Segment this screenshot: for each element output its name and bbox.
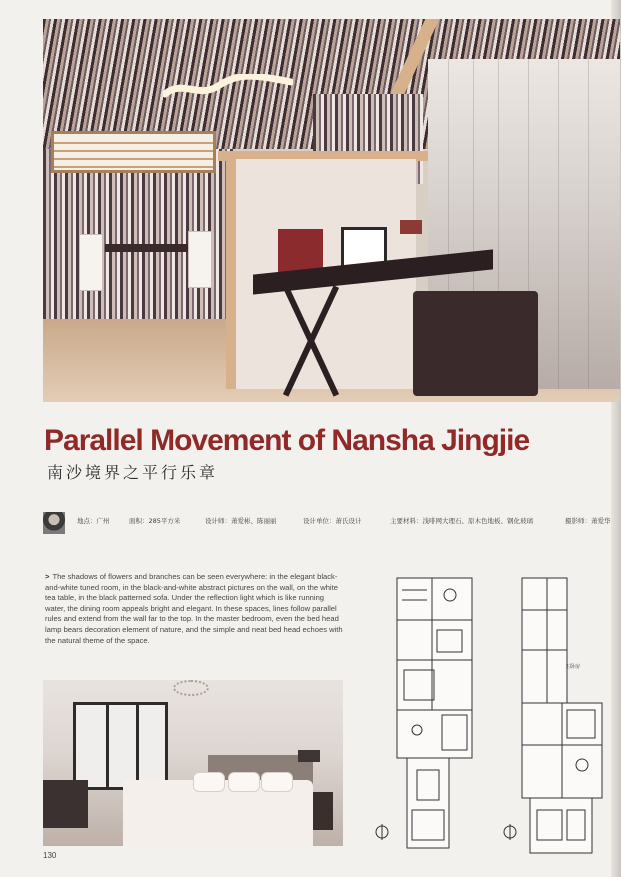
article-body [45,572,345,646]
clerestory-window [51,131,216,173]
bedside-lamp [298,750,320,762]
article-title-chinese: 南沙境界之平行乐章 [47,463,219,482]
project-credits [77,516,617,530]
bedroom-armchair [43,780,88,828]
pillow [228,772,260,792]
article-title-english: Parallel Movement of Nansha Jingjie [44,424,530,457]
floor-plans [372,570,612,860]
dining-table [105,244,200,252]
credit-location: 地点：广州 [77,517,110,525]
bedroom-window [73,702,168,790]
study-room-photo [43,19,620,402]
paragraph-marker: > [45,572,50,581]
dark-armchair [413,291,538,396]
master-bedroom-photo [43,680,343,846]
credit-area: 面积：285平方米 [129,517,181,525]
page-number: 130 [43,851,57,860]
credit-designers: 设计师：萧爱彬、陈丽丽 [205,517,277,525]
article-body-text: The shadows of flowers and branches can be seen everywhere: in the elegant black-and-white tuned room, in the black-and-white abstract pictures on the wall, on the white tea table, in the black patterned sofa. Under the reflection light which is like running water, the dining room appeals bright and elegant. In these spaces, lines follow parallel rules and extend from the wall far to the top. In the master bedroom, even the bed head lamp bears decoration element of nature, and the simple and neat bed head echoes with the natural theme of the space. [45,572,343,645]
wave-pendant-lamp [163,74,293,100]
credit-materials: 主要材料：浅啡网大理石、原木色地板、钢化玻璃 [390,517,533,525]
credit-photographer: 摄影师：萧爱华 [565,517,611,525]
pillow [193,772,225,792]
dining-chair [79,234,103,291]
credit-design-firm: 设计单位：萧氏设计 [303,517,362,525]
designer-portrait [43,512,65,534]
floor-plan-room-label: 主卧房 [565,664,581,670]
dining-chair [188,231,212,288]
floor-plan-right [522,578,602,853]
floor-plan-left [397,578,472,848]
ceiling-lamp [173,680,209,696]
desk-lamp [400,220,422,234]
pillow [261,772,293,792]
